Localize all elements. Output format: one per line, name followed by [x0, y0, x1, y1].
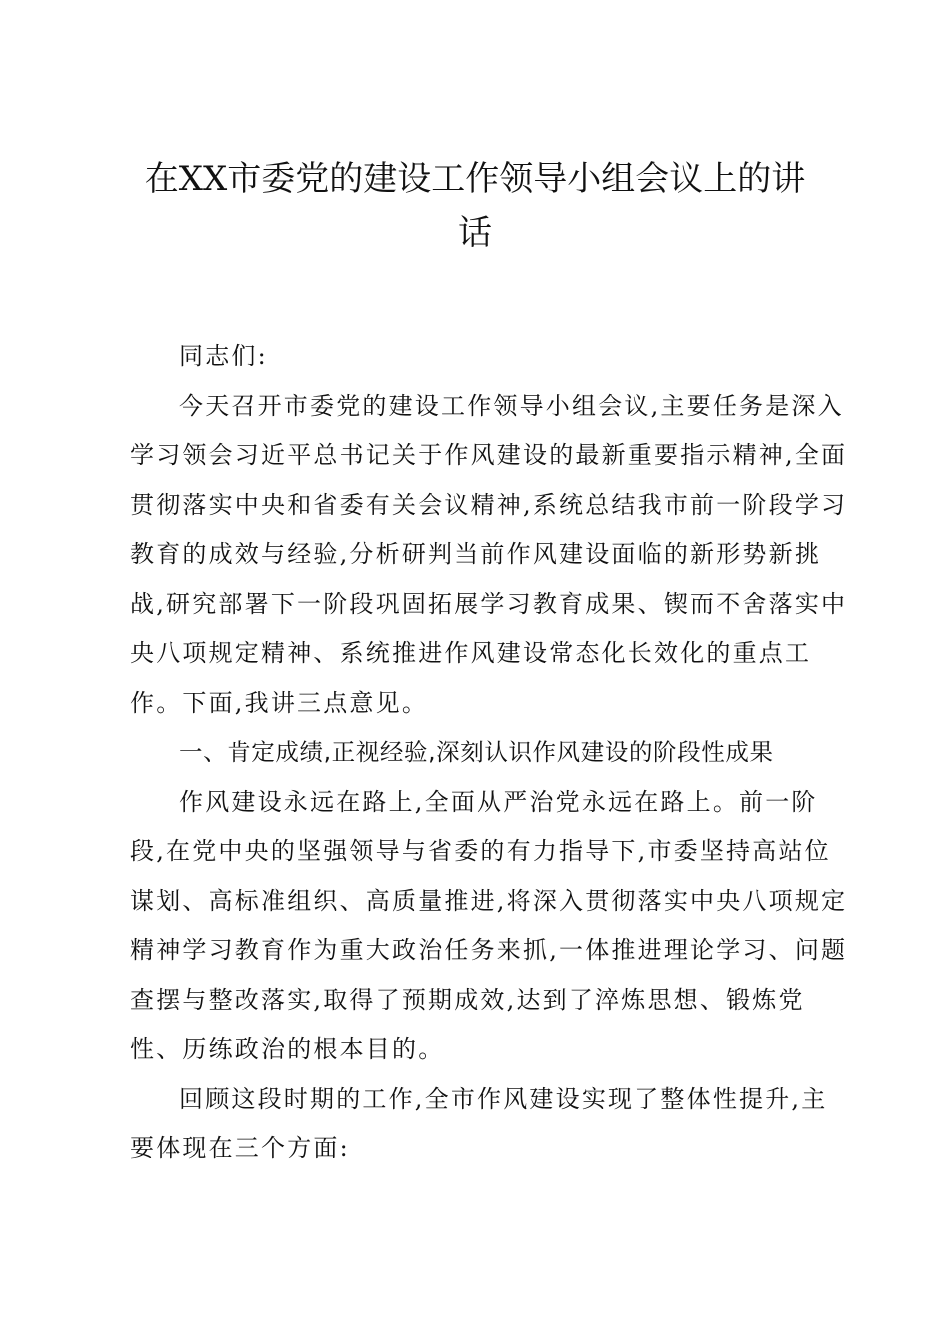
paragraph-line: 今天召开市委党的建设工作领导小组会议,主要任务是深入: [179, 391, 844, 420]
paragraph-line: 要体现在三个方面:: [130, 1134, 350, 1162]
paragraph-line: 性、历练政治的根本目的。: [130, 1035, 445, 1063]
paragraph-line: 查摆与整改落实,取得了预期成效,达到了淬炼思想、锻炼党: [130, 985, 805, 1014]
section-heading-text: 一、肯定成绩,正视经验,深刻认识作风建设的阶段性成果: [179, 738, 774, 766]
paragraph-line: 回顾这段时期的工作,全市作风建设实现了整体性提升,主: [179, 1084, 828, 1113]
paragraph-line: 作。下面,我讲三点意见。: [130, 688, 429, 717]
paragraph-line: 战,研究部署下一阶段巩固拓展学习教育成果、锲而不舍落实中: [130, 589, 848, 618]
paragraph-intro: [130, 382, 848, 729]
paragraph-line: 段,在党中央的坚强领导与省委的有力指导下,市委坚持高站位: [130, 837, 831, 865]
paragraph-line: 精神学习教育作为重大政治任务来抓,一体推进理论学习、问题: [130, 936, 848, 964]
document-body: [130, 332, 848, 1174]
salutation-paragraph: [130, 332, 830, 382]
paragraph-line: 学习领会习近平总书记关于作风建设的最新重要指示精神,全面: [130, 441, 848, 469]
paragraph-line: 谋划、高标准组织、高质量推进,将深入贯彻落实中央八项规定: [130, 886, 848, 915]
paragraph-achievements: [130, 778, 848, 1075]
paragraph-line: 教育的成效与经验,分析研判当前作风建设面临的新形势新挑: [130, 540, 822, 568]
paragraph-line: 贯彻落实中央和省委有关会议精神,系统总结我市前一阶段学习: [130, 490, 848, 519]
paragraph-line: 作风建设永远在路上,全面从严治党永远在路上。前一阶: [179, 787, 818, 816]
paragraph-line: 央八项规定精神、系统推进作风建设常态化长效化的重点工: [130, 639, 812, 667]
paragraph-review: [130, 1075, 830, 1174]
section-heading: [130, 728, 830, 778]
document-title: [100, 152, 850, 260]
title-line: 话: [458, 213, 492, 253]
title-line: 在XX市委党的建设工作领导小组会议上的讲: [144, 159, 806, 199]
salutation: 同志们:: [179, 342, 268, 370]
